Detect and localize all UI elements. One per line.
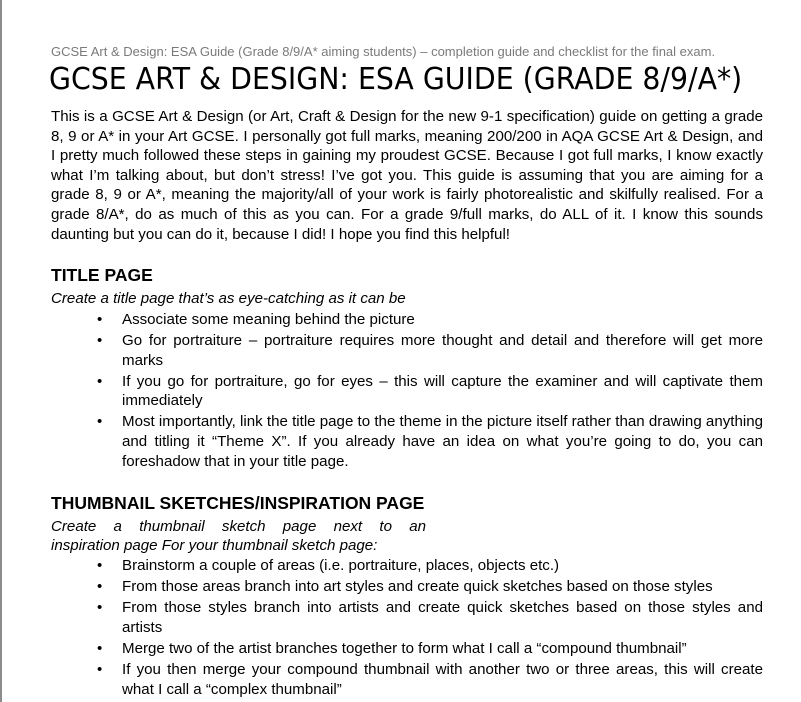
bullet-icon: •	[97, 332, 103, 350]
bullet-icon: •	[97, 578, 103, 596]
section-heading-title-page: TITLE PAGE	[51, 265, 153, 285]
bullet-icon: •	[97, 372, 103, 390]
list-item: • Go for portraiture – portraiture requires more thought and detail and therefore will get more marks	[97, 332, 763, 369]
list-item: • If you then merge your compound thumbnail with another two or three areas, this will create what I call a “complex thumbnail”	[97, 660, 763, 698]
bullet-icon: •	[97, 413, 103, 431]
document-title: GCSE ART & DESIGN: ESA GUIDE (GRADE 8/9/A*)	[49, 62, 743, 97]
bullet-icon: •	[97, 660, 103, 678]
list-item: • Most importantly, link the title page to the theme in the picture itself rather than drawing anything and titling it “Theme X”. If you already have an idea on what you’re going to do, you can foreshadow that in your title page.	[97, 413, 763, 470]
running-header: GCSE Art & Design: ESA Guide (Grade 8/9/A* aiming students) – completion guide and checklist for the final exam.	[51, 44, 716, 59]
bullet-icon: •	[97, 639, 103, 657]
intro-paragraph: This is a GCSE Art & Design (or Art, Craft & Design for the new 9-1 specification) guide on getting a grade 8, 9 or A* in your Art GCSE. I personally got full marks, meaning 200/200 in AQA GCSE Art & Design, and I pretty much followed these steps in gaining my proudest GCSE. Because I got full marks, I know exactly what I’m talking about, but don’t stress! I’ve got you. This guide is assuming that you are aiming for a grade 8, 9 or A*, meaning the majority/all of your work is fairly photorealistic and skilfully realised. For a grade 8/A*, do as much of this as you can. For a grade 9/full marks, do ALL of it. I know this sounds daunting but you can do it, because I did! I hope you find this helpful!	[51, 108, 763, 243]
section-subtitle-line-2: inspiration page For your thumbnail sketch page:	[51, 537, 378, 554]
section-subtitle-title-page: Create a title page that’s as eye-catching as it can be	[51, 290, 406, 307]
section-heading-thumbnail-sketches: THUMBNAIL SKETCHES/INSPIRATION PAGE	[51, 493, 425, 513]
title-page-bullet-list	[97, 310, 763, 473]
section-subtitle-line-1: Create a thumbnail sketch page next to an	[51, 518, 426, 535]
list-item: • Merge two of the artist branches together to form what I call a “compound thumbnail”	[97, 639, 687, 657]
list-item: • Brainstorm a couple of areas (i.e. portraiture, places, objects etc.)	[97, 557, 560, 574]
list-item: • Associate some meaning behind the picture	[97, 311, 415, 328]
bullet-icon: •	[97, 557, 103, 574]
bullet-icon: •	[97, 311, 103, 328]
list-item: • From those styles branch into artists and create quick sketches based on those styles and artists	[97, 599, 763, 636]
list-item: • If you go for portraiture, go for eyes – this will capture the examiner and will captivate them immediately	[97, 372, 763, 410]
thumbnail-bullet-list	[97, 556, 763, 701]
bullet-icon: •	[97, 599, 103, 617]
list-item: • From those areas branch into art styles and create quick sketches based on those styles	[97, 578, 713, 596]
